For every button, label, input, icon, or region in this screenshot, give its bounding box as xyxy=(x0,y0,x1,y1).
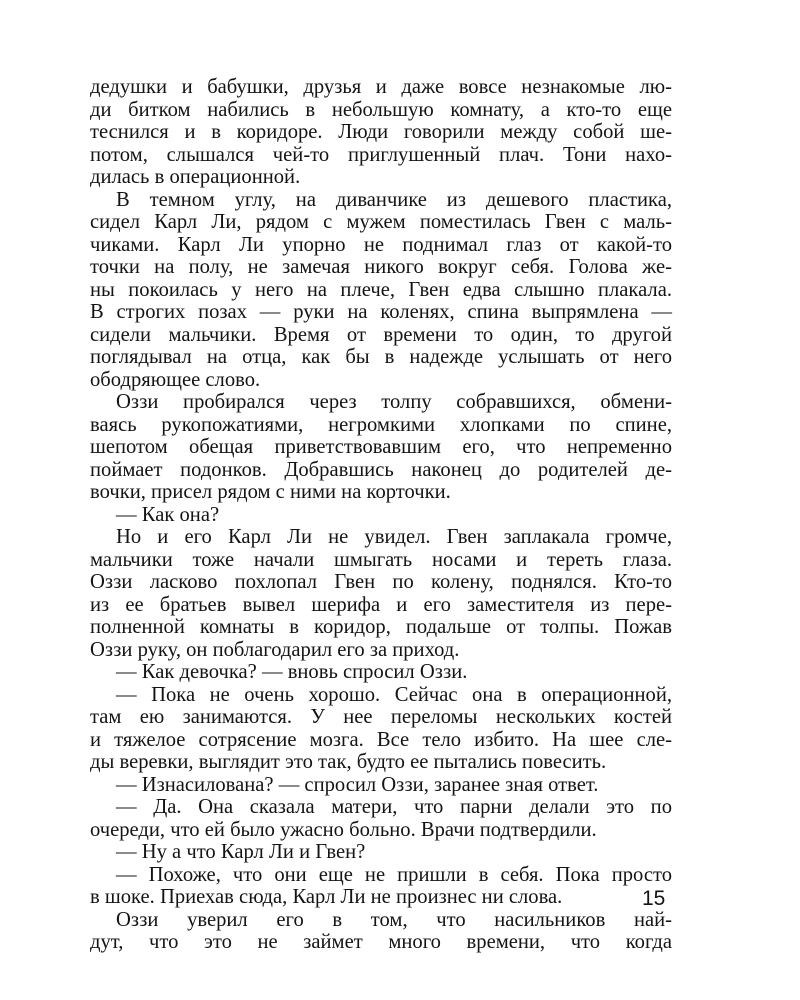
text-line: и тяжелое сотрясение мозга. Все тело избито. На шее сле- xyxy=(90,728,672,751)
text-line: — Пока не очень хорошо. Сейчас она в операционной, xyxy=(116,683,672,706)
text-line: дут, что это не займет много времени, что когда xyxy=(90,931,672,953)
text-line: шепотом обещая приветствовавшим его, что непременно xyxy=(90,436,672,458)
text-line: там ею занимаются. У нее переломы нескольких костей xyxy=(90,706,672,728)
text-line: теснился и в коридоре. Люди говорили между собой ше- xyxy=(90,121,672,143)
text-line: — Да. Она сказала матери, что парни делали это по xyxy=(116,796,672,818)
text-line: полненной комнаты в коридор, подальше от толпы. Пожав xyxy=(90,616,672,638)
text-line: поглядывал на отца, как бы в надежде услышать от него xyxy=(90,346,672,368)
text-line: В строгих позах — руки на коленях, спина выпрямлена — xyxy=(90,301,672,323)
text-line: сидел Карл Ли, рядом с мужем поместилась Гвен с маль- xyxy=(90,211,672,233)
text-line: — Как девочка? — вновь спросил Оззи. xyxy=(116,661,468,683)
text-line: в шоке. Приехав сюда, Карл Ли не произнес ни слова. xyxy=(90,886,563,908)
text-line: В темном углу, на диванчике из дешевого пластика, xyxy=(116,188,672,211)
text-line: потом, слышался чей-то приглушенный плач. Тони нахо- xyxy=(90,143,672,166)
text-line: чиками. Карл Ли упорно не поднимал глаз от какой-то xyxy=(90,233,672,256)
text-line: — Как она? xyxy=(116,503,220,526)
text-line: мальчики тоже начали шмыгать носами и тереть глаза. xyxy=(90,548,672,571)
text-line: ди битком набились в небольшую комнату, а кто-то еще xyxy=(90,98,672,121)
text-line: ды веревки, выглядит это так, будто ее пытались повесить. xyxy=(90,751,607,773)
text-line: — Изнасилована? — спросил Оззи, заранее зная ответ. xyxy=(116,773,599,796)
text-line: ободряющее слово. xyxy=(90,368,261,391)
page-number: 15 xyxy=(642,887,666,910)
text-line: сидели мальчики. Время от времени то один, то другой xyxy=(90,323,672,346)
text-line: Оззи руку, он поблагодарил его за приход. xyxy=(90,638,460,661)
text-line: дедушки и бабушки, друзья и даже вовсе незнакомые лю- xyxy=(90,76,672,98)
text-line: поймает подонков. Добравшись наконец до родителей де- xyxy=(90,458,672,481)
text-line: — Похоже, что они еще не пришли в себя. Пока просто xyxy=(116,863,672,886)
text-line: Оззи ласково похлопал Гвен по колену, поднялся. Кто-то xyxy=(90,571,672,593)
text-line: ны покоилась у него на плече, Гвен едва слышно плакала. xyxy=(90,278,672,301)
text-line: — Ну а что Карл Ли и Гвен? xyxy=(116,841,366,863)
body-text xyxy=(90,76,672,954)
text-line: из ее братьев вывел шерифа и его заместителя из пере- xyxy=(90,593,672,616)
text-line: Оззи уверил его в том, что насильников най- xyxy=(116,908,672,931)
text-line: точки на полу, не замечая никого вокруг себя. Голова же- xyxy=(90,256,672,278)
text-line: Но и его Карл Ли не увидел. Гвен заплакала громче, xyxy=(116,526,672,548)
text-line: дилась в операционной. xyxy=(90,166,301,188)
text-line: вочки, присел рядом с ними на корточки. xyxy=(90,481,451,503)
text-line: Оззи пробирался через толпу собравшихся, обмени- xyxy=(116,391,672,413)
text-line: очереди, что ей было ужасно больно. Врачи подтвердили. xyxy=(90,818,597,841)
text-line: ваясь рукопожатиями, негромкими хлопками по спине, xyxy=(90,413,672,436)
